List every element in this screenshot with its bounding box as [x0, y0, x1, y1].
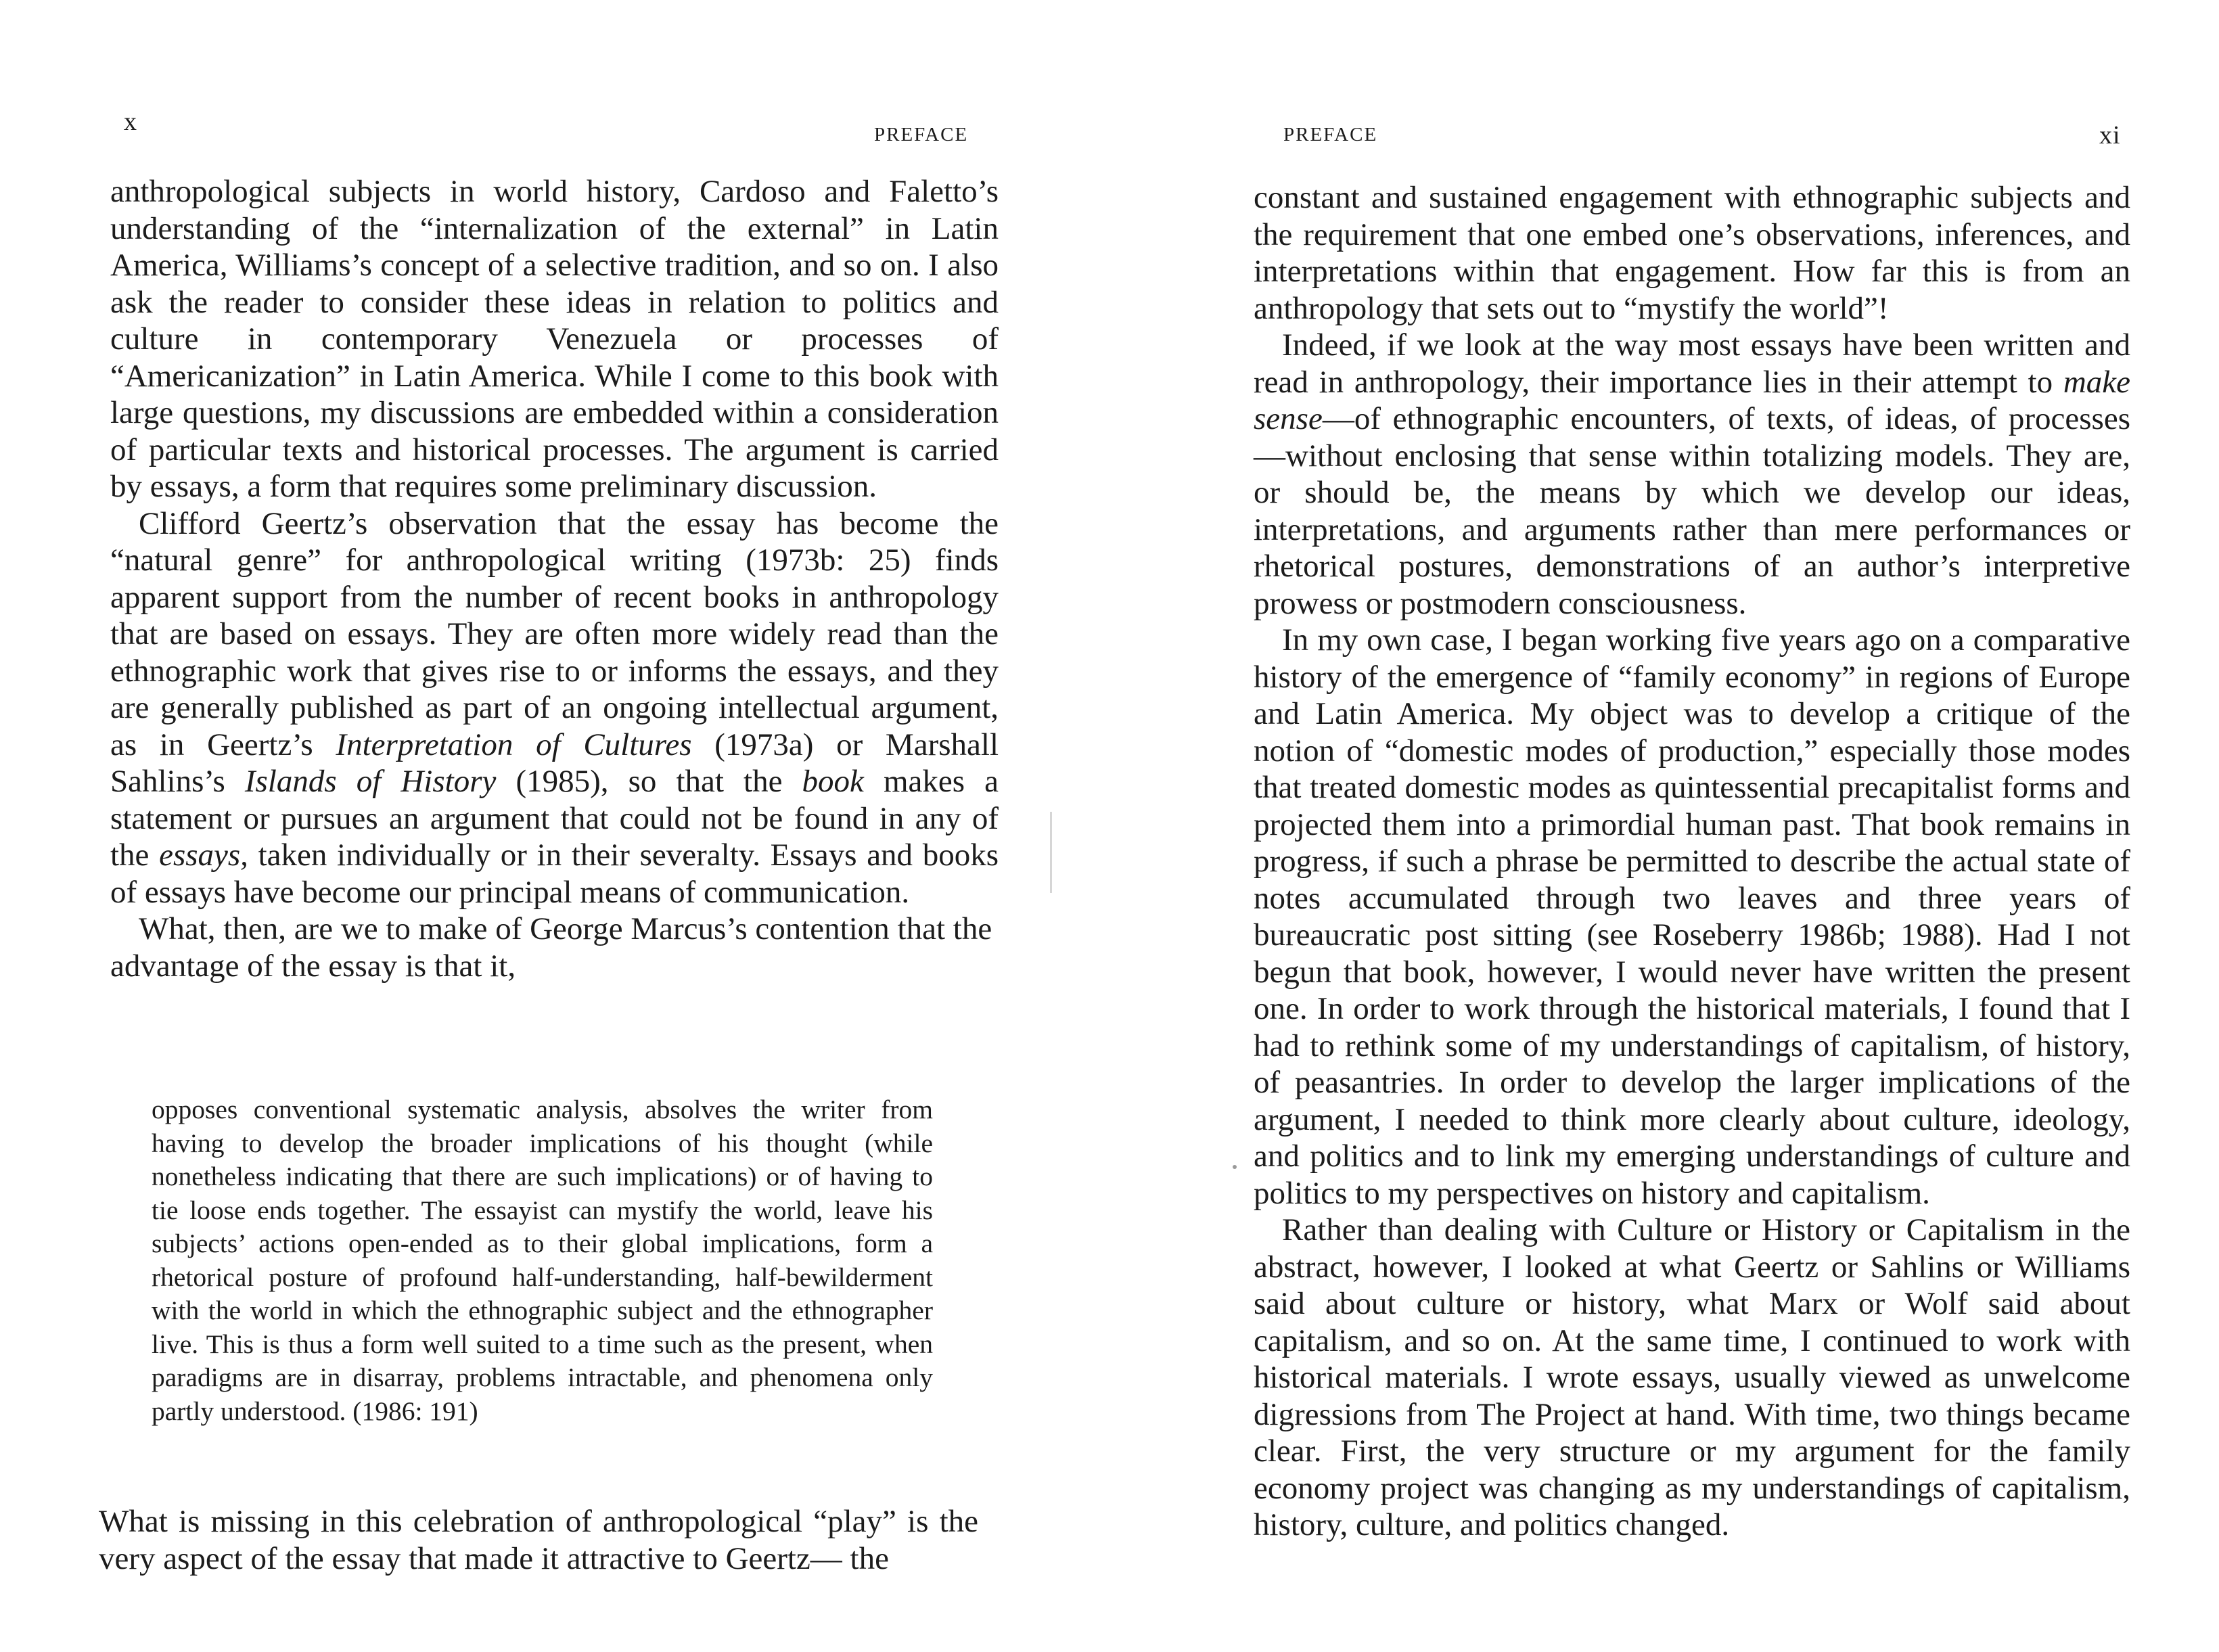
paragraph: anthropological subjects in world history, Cardoso and Faletto’s understanding of the “internalization of the external” in Latin America, Williams’s concept of a selective tradition, and so on. I also ask the reader to consider these ideas in relation to politics and culture in contemporary Venezuela or processes of “Americanization” in Latin America. While I come to this book with large questions, my discussions are embedded within a consideration of particular texts and historical processes. The argument is carried by essays, a form that requires some preliminary discussion. — [110, 174, 999, 504]
paragraph: Clifford Geertz’s observation that the essay has become the “natural genre” for anthropological writing (1973b: 25) finds apparent support from the number of recent books in anthropology that are based on essays. They are often more widely read than the ethnographic work that gives rise to or informs the essays, and they are generally published as part of an ongoing intellectual argument, as in Geertz’s Interpretation of Cultures (1973a) or Marshall Sahlins’s Islands of History (1985), so that the book makes a statement or pursues an argument that could not be found in any of the essays, taken individually or in their severalty. Essays and books of essays have become our principal means of communication. — [110, 505, 999, 910]
page-number: x — [124, 108, 137, 136]
running-head: PREFACE — [874, 124, 969, 145]
running-head: PREFACE — [1283, 124, 1378, 145]
block-quote — [152, 1093, 933, 1428]
dust-speck — [1233, 1165, 1237, 1169]
paragraph: What, then, are we to make of George Marcus’s contention that the advantage of the essay is that it, — [110, 911, 992, 984]
paragraph: Indeed, if we look at the way most essays have been written and read in anthropology, their importance lies in their attempt to make sense—of ethnographic encounters, of texts, of ideas, of processes—without enclosing that sense within totalizing models. They are, or should be, the means by which we develop our ideas, interpretations, and arguments rather than mere performances or rhetorical postures, demonstrations of an author’s interpretive prowess or postmodern consciousness. — [1254, 327, 2130, 621]
quote-text: opposes conventional systematic analysis, absolves the writer from having to develop the broader implications of his thought (while nonetheless indicating that there are such implications) or of having to tie loose ends together. The essayist can mystify the world, leave his subjects’ actions open-ended as to their global implications, form a rhetorical posture of profound half-understanding, half-bewilderment with the world in which the ethnographic subject and the ethnographer live. This is thus a form well suited to a time such as the present, when paradigms are in disarray, problems intractable, and phenomena only partly understood. (1986: 191) — [152, 1095, 933, 1426]
paragraph: What is missing in this celebration of anthropological “play” is the very aspect of the essay that made it attractive to Geertz— the — [99, 1504, 978, 1576]
right-page — [1110, 0, 2219, 1652]
paragraph: Rather than dealing with Culture or History or Capitalism in the abstract, however, I looked at what Geertz or Sahlins or Williams said about culture or history, what Marx or Wolf said about capitalism, and so on. At the same time, I continued to work with historical materials. I wrote essays, usually viewed as unwelcome digressions from The Project at hand. With time, two things became clear. First, the very structure or my argument for the family economy project was changing as my understandings of capitalism, history, culture, and politics changed. — [1254, 1212, 2130, 1542]
paragraph: constant and sustained engagement with ethnographic subjects and the requirement that one embed one’s observations, inferences, and interpretations within that engagement. How far this is from an anthropology that sets out to “mystify the world”! — [1254, 180, 2130, 326]
right-body-text — [1254, 179, 2130, 1544]
paragraph: In my own case, I began working five years ago on a comparative history of the emergence of “family economy” in regions of Europe and Latin America. My object was to develop a critique of the notion of “domestic modes of production,” especially those modes that treated domestic modes as quintessential precapitalist forms and projected them into a primordial human past. That book remains in progress, if such a phrase be permitted to describe the actual state of notes accumulated through two leaves and three years of bureaucratic post sitting (see Roseberry 1986b; 1988). Had I not begun that book, however, I would never have written the present one. In order to work through the historical materials, I found that I had to rethink some of my understandings of capitalism, of history, of peasantries. In order to develop the larger implications of the argument, I needed to think more clearly about culture, ideology, and politics and to link my emerging understandings of culture and politics to my perspectives on history and capitalism. — [1254, 622, 2130, 1211]
left-body-text-end — [99, 1503, 978, 1577]
page-number: xi — [2099, 121, 2121, 150]
left-body-text — [110, 173, 999, 984]
gutter-mark — [1050, 812, 1052, 893]
